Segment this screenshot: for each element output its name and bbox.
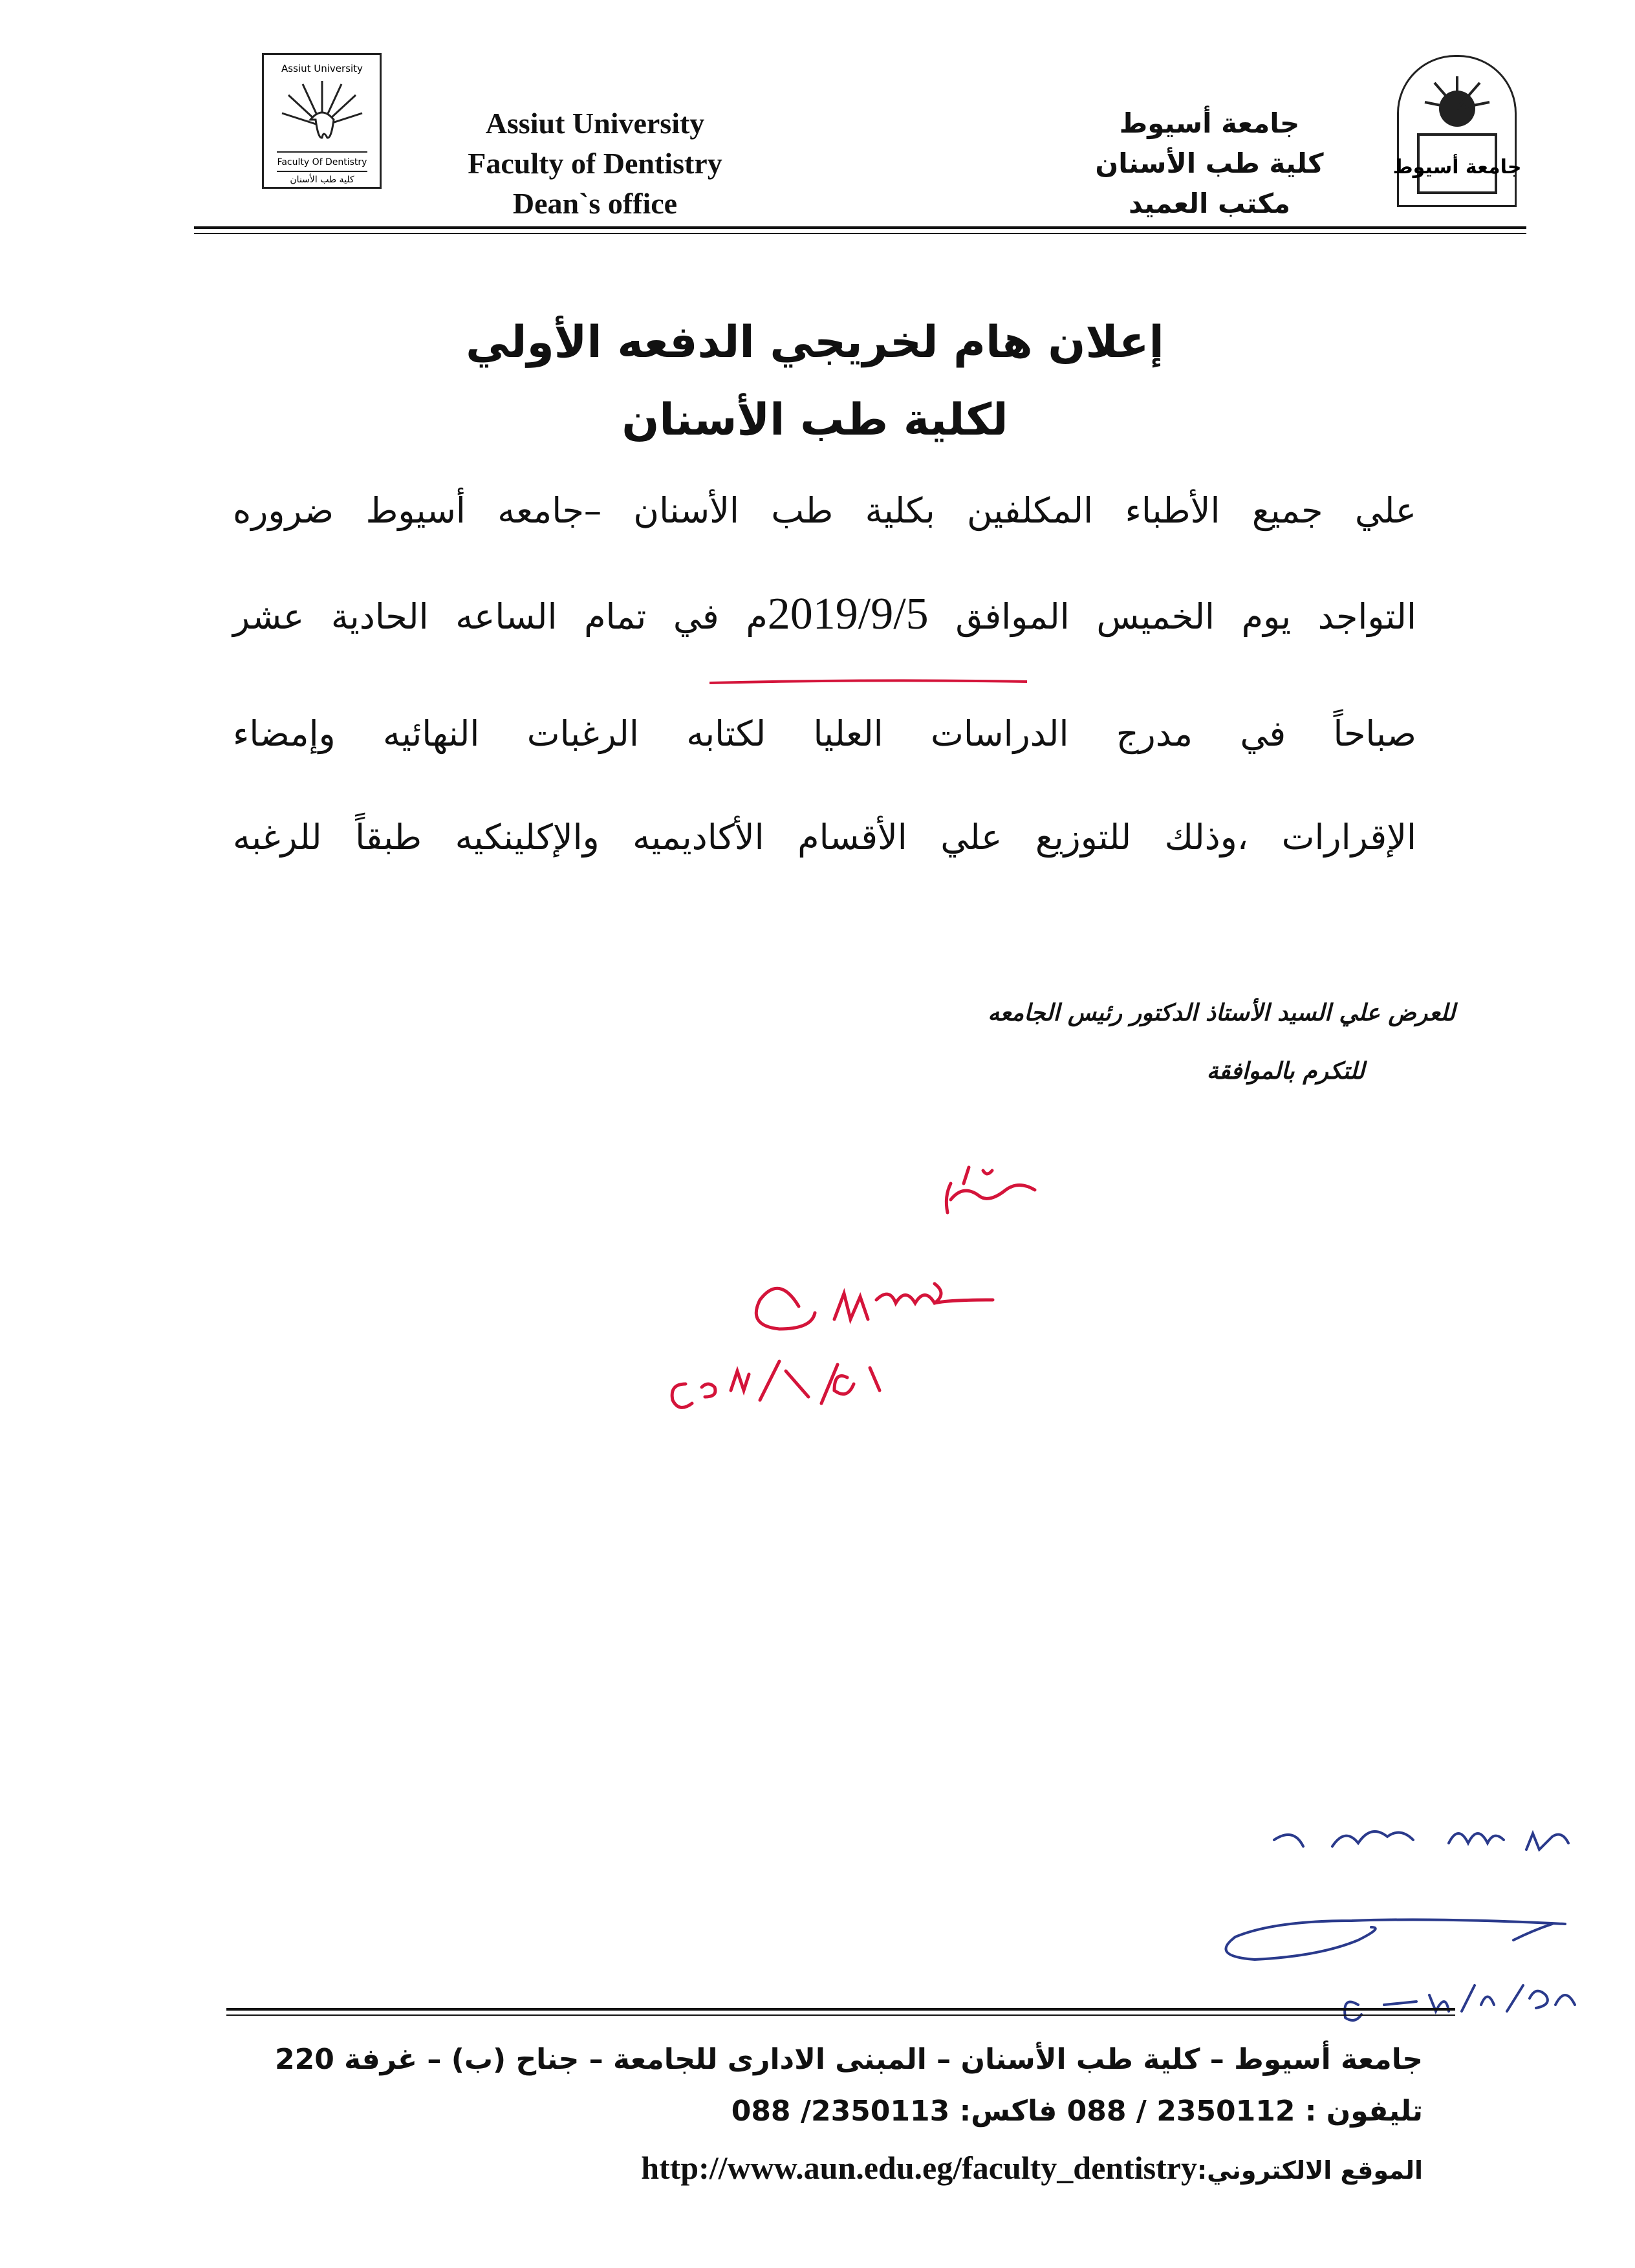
announcement-subtitle: لكلية طب الأسنان bbox=[622, 394, 1008, 446]
red-handwritten-approval bbox=[647, 1145, 1112, 1468]
body-line-2 bbox=[233, 589, 1416, 643]
website-label: الموقع الالكتروني: bbox=[1196, 2156, 1423, 2185]
footer-website bbox=[246, 2147, 1423, 2191]
blue-handwritten-signature bbox=[1177, 1811, 1591, 2069]
body-line-4: الإقرارات ،وذلك للتوزيع علي الأقسام الأكاديميه والإكلينكيه طبقاً للرغبه bbox=[233, 817, 1416, 858]
logo-arabic-text: كلية طب الأسنان bbox=[290, 175, 354, 185]
date-underline bbox=[708, 679, 1028, 684]
body-line-3: صباحاً في مدرج الدراسات العليا لكتابه الرغبات النهائيه وإمضاء bbox=[233, 713, 1416, 754]
body-line-2-end: م في تمام الساعه الحادية عشر bbox=[233, 596, 768, 637]
seal-text: جامعة أسيوط bbox=[1392, 156, 1522, 178]
university-seal-icon bbox=[1392, 57, 1522, 205]
logo-top-text: Assiut University bbox=[281, 63, 363, 74]
office-name-en: Dean`s office bbox=[512, 187, 678, 220]
arabic-header bbox=[1061, 103, 1358, 224]
website-link[interactable]: http://www.aun.edu.eg/faculty_dentistry bbox=[641, 2150, 1197, 2186]
office-name-ar: مكتب العميد bbox=[1128, 188, 1291, 219]
right-logo bbox=[1392, 55, 1522, 207]
faculty-name-ar: كلية طب الأسنان bbox=[1095, 147, 1324, 179]
body-line-2-start: التواجد يوم الخميس الموافق bbox=[955, 596, 1417, 637]
logo-bottom-text: Faculty Of Dentistry bbox=[277, 157, 367, 167]
footer-phone: تليفون : 2350112 / 088 فاكس: 2350113/ 088 bbox=[731, 2095, 1423, 2128]
header-divider-thin bbox=[194, 233, 1526, 234]
header-divider bbox=[194, 226, 1526, 229]
university-name-en: Assiut University bbox=[485, 107, 705, 140]
left-logo bbox=[262, 53, 382, 189]
meeting-date: 2019/9/5 bbox=[767, 589, 929, 639]
body-line-1: علي جميع الأطباء المكلفين بكلية طب الأسنان –جامعه أسيوط ضروره bbox=[233, 490, 1416, 531]
sunburst-logo-icon bbox=[264, 55, 380, 187]
footer-divider bbox=[226, 2008, 1455, 2011]
referral-line-2: للتكرم بالموافقة bbox=[1206, 1057, 1365, 1085]
announcement-title: إعلان هام لخريجي الدفعه الأولي bbox=[466, 317, 1164, 368]
referral-line-1: للعرض علي السيد الأستاذ الدكتور رئيس الجامعه bbox=[988, 999, 1455, 1026]
faculty-name-en: Faculty of Dentistry bbox=[468, 147, 722, 180]
university-name-ar: جامعة أسيوط bbox=[1119, 107, 1300, 139]
english-header bbox=[414, 103, 776, 224]
footer-divider-thin bbox=[226, 2014, 1455, 2016]
footer-address: جامعة أسيوط – كلية طب الأسنان – المبنى الادارى للجامعة – جناح (ب) – غرفة 220 bbox=[274, 2043, 1423, 2076]
